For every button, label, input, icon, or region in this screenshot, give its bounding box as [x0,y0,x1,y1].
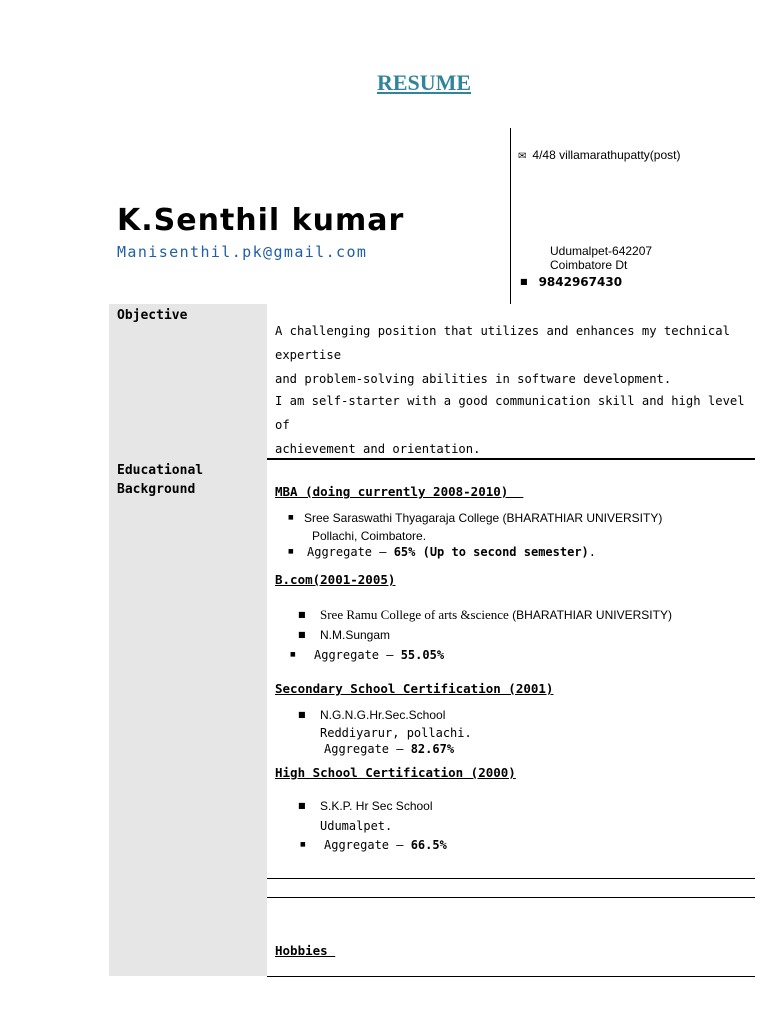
address-line-2: Udumalpet-642207 [550,244,653,258]
aggregate-value: 66.5% [410,838,447,852]
hsc-location: Udumalpet. [320,819,393,833]
education-label [117,461,203,499]
mba-aggregate [307,544,596,560]
sslc-heading: Secondary School Certification (2001) [275,681,554,696]
bcom-aggregate [314,647,444,663]
address-line-1-text: 4/48 villamarathupatty(post) [532,148,681,162]
bullet-icon: ■ [290,651,296,658]
objective-line: and problem-solving abilities in software development. [275,372,672,386]
envelope-icon: ✉ [518,151,527,162]
bullet-icon: ■ [298,630,306,639]
education-label-line-2: Background [117,482,196,497]
bullet-icon: ■ [288,514,294,521]
bullet-icon: ■ [288,548,294,555]
objective-line: achievement and orientation. [275,442,481,456]
section-divider [267,976,755,977]
bullet-icon: ■ [298,710,306,719]
sslc-school: N.G.N.G.Hr.Sec.School [320,708,446,722]
sslc-location: Reddiyarur, pollachi. [320,726,472,740]
objective-paragraph-1 [275,319,755,391]
header-divider [510,128,511,304]
phone-text: 9842967430 [538,275,623,289]
bcom-college [320,607,672,623]
aggregate-value: 55.05% [400,648,445,662]
bullet-icon: ■ [298,801,306,810]
aggregate-label: Aggregate – [314,648,401,662]
phone-number [520,275,622,289]
candidate-name: K.Senthil kumar [117,203,405,238]
aggregate-label: Aggregate – [324,838,411,852]
mba-heading: MBA (doing currently 2008-2010) [275,484,524,499]
section-divider [267,458,755,460]
aggregate-tail: . [588,545,597,559]
bullet-icon: ■ [520,277,528,286]
candidate-email: Manisenthil.pk@gmail.com [117,243,368,261]
hsc-heading: High School Certification (2000) [275,765,516,780]
objective-label: Objective [117,308,188,323]
section-label-column [109,304,267,976]
aggregate-value: 82.67% [410,742,455,756]
resume-title: RESUME [376,70,472,95]
bullet-icon: ■ [300,841,306,848]
aggregate-value: 65% (Up to second semester) [393,545,589,559]
hobbies-heading: Hobbies [275,943,336,958]
sslc-aggregate [324,741,454,757]
aggregate-label: Aggregate – [324,742,411,756]
objective-paragraph-2 [275,389,755,461]
bcom-heading: B.com(2001-2005) [275,572,396,587]
address-line-3: Coimbatore Dt [550,258,628,272]
bcom-university: (BHARATHIAR UNIVERSITY) [508,608,672,622]
address-block [550,244,652,272]
objective-line: A challenging position that utilizes and enhances my technical expertise [275,324,730,362]
bcom-college-name: Sree Ramu College of arts &science [320,607,509,622]
aggregate-label: Aggregate – [307,545,394,559]
address-line-1 [518,148,680,162]
section-divider [267,878,755,879]
hsc-school: S.K.P. Hr Sec School [320,799,433,813]
section-divider [267,897,755,898]
mba-location: Pollachi, Coimbatore. [312,529,427,543]
hsc-aggregate [324,837,447,853]
education-label-line-1: Educational [117,463,204,478]
mba-college: Sree Saraswathi Thyagaraja College (BHARATHIAR UNIVERSITY) [304,511,663,525]
bullet-icon: ■ [298,610,306,619]
objective-line: I am self-starter with a good communication skill and high level of [275,394,745,432]
bcom-location: N.M.Sungam [320,628,391,642]
